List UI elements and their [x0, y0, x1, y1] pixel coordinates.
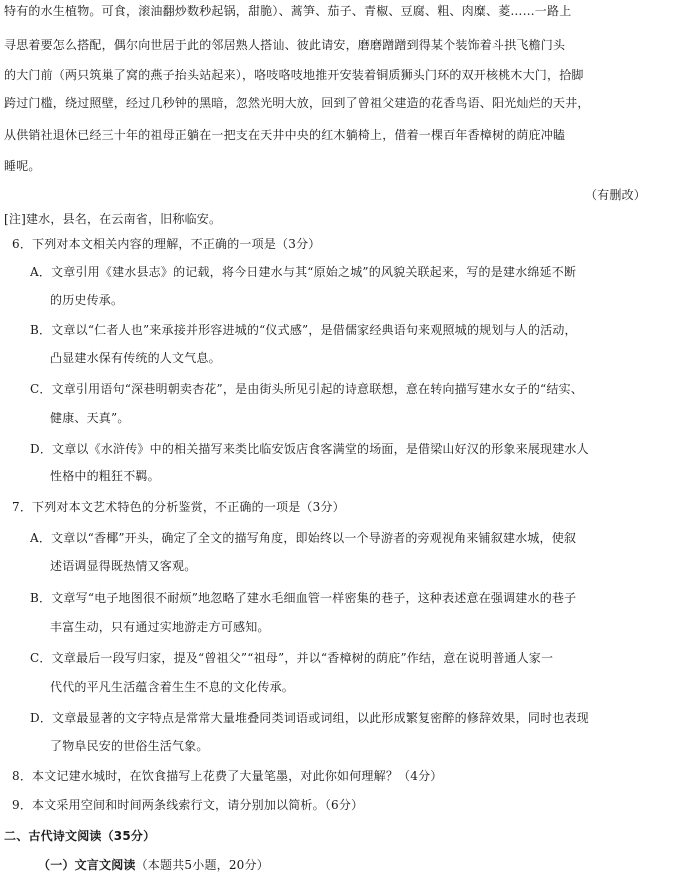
- classical-chinese-label: （一）文言文阅读: [38, 858, 136, 872]
- q6-option-d-line-1: D．文章以《水浒传》中的相关描写来类比临安饭店食客满堂的场面，是借梁山好汉的形象来展现建水人: [30, 442, 589, 456]
- source-note: （有删改）: [585, 188, 647, 202]
- question-9: 9．本文采用空间和时间两条线索行文，请分别加以简析。（6分）: [12, 798, 364, 812]
- q6-option-c-line-2: 健康、天真”。: [50, 411, 130, 425]
- passage-line-1: 特有的水生植物。可食，滚油翻炒数秒起锅，甜脆）、蒿笋、茄子、青椒、豆腐、粗、肉糜、菱……一路上: [4, 4, 572, 18]
- q7-option-d-line-1: D．文章最显著的文字特点是常常大量堆叠同类词语或词组，以此形成繁复密醉的修辞效果，同时也表现: [30, 711, 589, 725]
- question-8: 8．本文记建水城时，在饮食描写上花费了大量笔墨，对此你如何理解？（4分）: [12, 769, 443, 783]
- q6-option-c-line-1: C．文章引用语句“深巷明朝卖杏花”，是由街头所见引起的诗意联想，意在转向描写建水女子的“结实、: [30, 382, 583, 396]
- q7-option-a-line-1: A．文章以“香椰”开头，确定了全文的描写角度，即始终以一个导游者的旁观视角来铺叙建水城，使叙: [30, 531, 577, 545]
- annotation-note: [注]建水，县名，在云南省，旧称临安。: [4, 212, 222, 226]
- passage-line-5: 从供销社退休已经三十年的祖母正躺在一把支在天井中央的红木躺椅上，借着一棵百年香樟树的荫庇冲瞌: [4, 128, 566, 142]
- q6-option-b-line-1: B．文章以“仁者人也”来承接并形容进城的“仪式感”，是借儒家经典语句来观照城的规划与人的活动，: [30, 323, 577, 337]
- q7-option-c-line-2: 代代的平凡生活蕴含着生生不息的文化传承。: [50, 680, 295, 694]
- q7-option-c-line-1: C．文章最后一段写归家，提及“曾祖父”“祖母”，并以“香樟树的荫庇”作结，意在说明普通人家一: [30, 651, 554, 665]
- q6-option-a-line-1: A．文章引用《建水县志》的记载，将今日建水与其“原始之城”的风貌关联起来，写的是建水绵延不断: [30, 265, 577, 279]
- passage-line-6: 睡呢。: [4, 159, 41, 173]
- q6-option-a-line-2: 的历史传承。: [50, 293, 124, 307]
- section-2-heading: 二、古代诗文阅读（35分）: [4, 829, 156, 843]
- q6-option-b-line-2: 凸显建水保有传统的人文气息。: [50, 351, 221, 365]
- q6-option-d-line-2: 性格中的粗狂不羁。: [50, 469, 160, 483]
- passage-line-3: 的大门前（两只筑巢了窝的燕子抬头站起来），咯吱咯吱地推开安装着铜质狮头门环的双开核桃木大门，拾脚: [4, 68, 584, 82]
- q7-option-b-line-2: 丰富生动，只有通过实地游走方可感知。: [50, 620, 270, 634]
- q7-option-a-line-2: 述语调显得既热情又客观。: [50, 559, 197, 573]
- question-6-stem: 6．下列对本文相关内容的理解，不正确的一项是（3分）: [12, 237, 321, 251]
- classical-chinese-detail: （本题共5小题，20分）: [135, 858, 269, 872]
- passage-line-4: 跨过门槛，绕过照壁，经过几秒钟的黑暗，忽然光明大放，回到了曾祖父建造的花香鸟语、阳光灿烂的天井，: [4, 96, 590, 110]
- section-2-subheading: [38, 857, 269, 873]
- question-7-stem: 7．下列对本文艺术特色的分析鉴赏，不正确的一项是（3分）: [12, 500, 345, 514]
- q7-option-b-line-1: B．文章写“电子地图很不耐烦”地忽略了建水毛细血管一样密集的巷子，这种表述意在强调建水的巷子: [30, 591, 577, 605]
- q7-option-d-line-2: 了物阜民安的世俗生活气象。: [50, 739, 209, 753]
- passage-line-2: 寻思着要怎么搭配，偶尔向世居于此的邻居熟人搭讪、彼此请安，磨磨蹭蹭到得某个装饰着斗拱飞檐门头: [4, 38, 566, 52]
